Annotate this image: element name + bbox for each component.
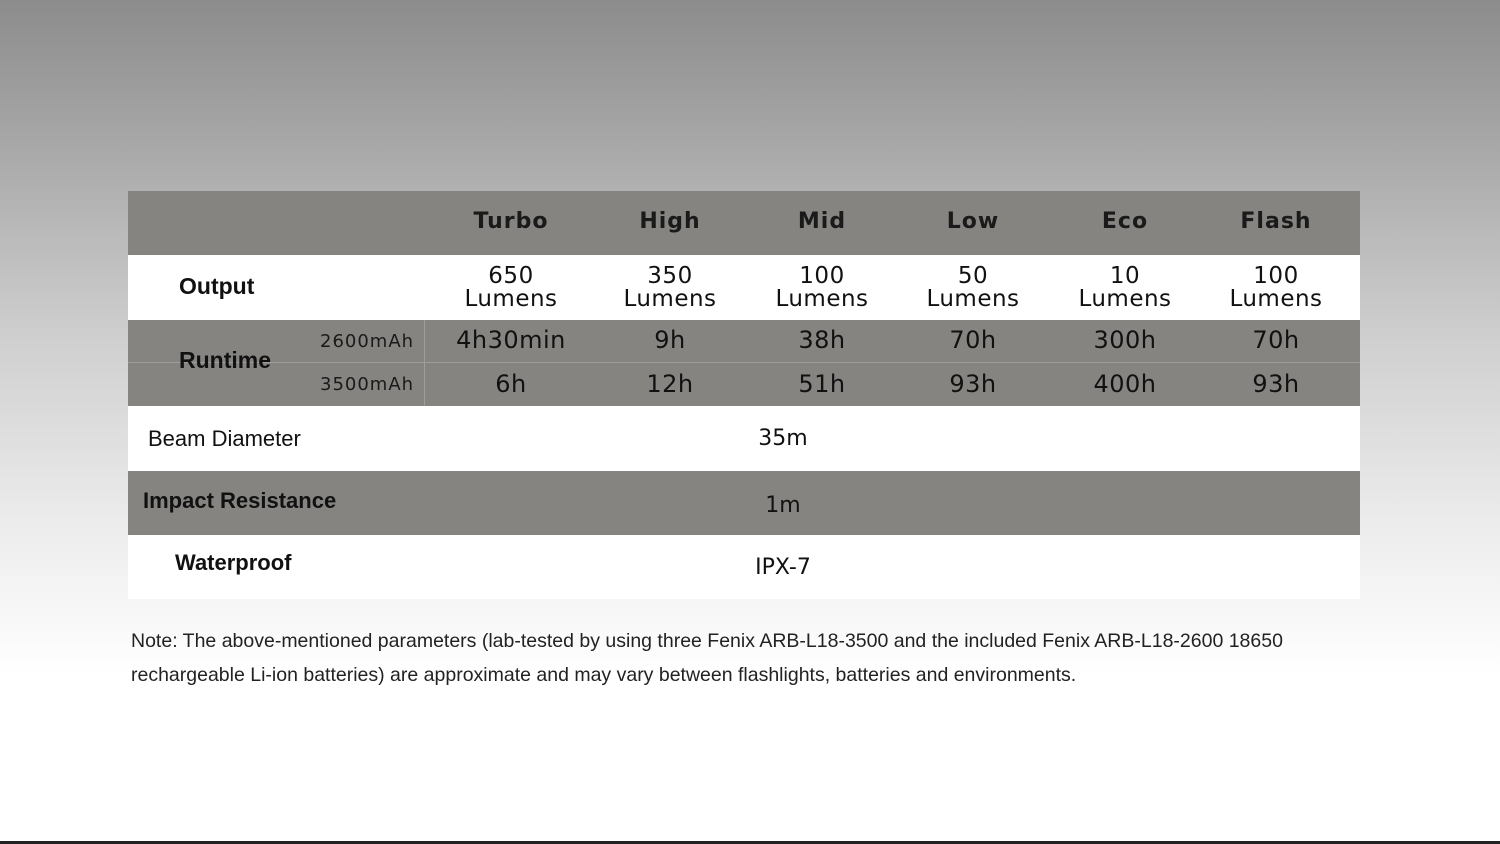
runtime-3500-turbo: 6h <box>495 370 527 398</box>
runtime-3500-high: 12h <box>646 370 694 398</box>
output-row <box>128 255 1360 320</box>
output-number: 100 <box>1253 263 1299 289</box>
output-label: Output <box>179 273 255 299</box>
mode-header-high: High <box>639 209 701 234</box>
waterproof-label: Waterproof <box>175 550 292 575</box>
impact-resistance-label: Impact Resistance <box>143 488 337 513</box>
mode-header-eco: Eco <box>1101 209 1149 234</box>
output-unit: Lumens <box>464 286 558 312</box>
impact-resistance-row <box>128 471 1360 535</box>
output-cell-high <box>595 265 745 311</box>
output-number: 100 <box>799 263 845 289</box>
output-cell-eco <box>1050 265 1200 311</box>
runtime-3500-low: 93h <box>949 370 997 398</box>
battery-label-2600: 2600mAh <box>320 331 415 352</box>
output-number: 10 <box>1109 263 1141 289</box>
runtime-3500-flash: 93h <box>1252 370 1300 398</box>
runtime-divider <box>128 362 1360 363</box>
runtime-3500-eco: 400h <box>1093 370 1157 398</box>
table-header-row <box>128 191 1360 255</box>
impact-resistance-value: 1m <box>765 493 801 518</box>
mode-header-mid: Mid <box>797 209 847 234</box>
runtime-column-divider <box>424 320 425 406</box>
output-cell-turbo <box>436 265 586 311</box>
runtime-2600-low: 70h <box>949 326 997 354</box>
disclaimer-note: Note: The above-mentioned parameters (lab-tested by using three Fenix ARB-L18-3500 and the included Fenix ARB-L18-2600 18650 rechargeable Li-ion batteries) are approximate and may vary between flashlights, batteries and environments. <box>131 630 1283 686</box>
battery-label-3500: 3500mAh <box>320 374 415 395</box>
beam-diameter-value: 35m <box>758 426 808 451</box>
waterproof-row <box>128 535 1360 599</box>
output-cell-flash <box>1201 265 1351 311</box>
output-number: 650 <box>488 263 534 289</box>
runtime-3500-mid: 51h <box>798 370 846 398</box>
output-unit: Lumens <box>1078 286 1172 312</box>
output-number: 50 <box>957 263 989 289</box>
runtime-2600-eco: 300h <box>1093 326 1157 354</box>
runtime-2600-high: 9h <box>654 326 686 354</box>
runtime-2600-turbo: 4h30min <box>456 326 566 354</box>
mode-header-flash: Flash <box>1240 209 1312 234</box>
output-unit: Lumens <box>1229 286 1323 312</box>
runtime-2600-mid: 38h <box>798 326 846 354</box>
beam-diameter-label: Beam Diameter <box>148 426 301 451</box>
output-unit: Lumens <box>623 286 717 312</box>
runtime-label: Runtime <box>179 347 271 373</box>
output-cell-mid <box>747 265 897 311</box>
beam-diameter-row <box>128 406 1360 471</box>
output-cell-low <box>898 265 1048 311</box>
waterproof-value: IPX-7 <box>755 555 811 580</box>
mode-header-low: Low <box>946 209 1000 234</box>
mode-header-turbo: Turbo <box>473 209 549 234</box>
output-unit: Lumens <box>926 286 1020 312</box>
output-unit: Lumens <box>775 286 869 312</box>
runtime-row <box>128 320 1360 406</box>
runtime-2600-flash: 70h <box>1252 326 1300 354</box>
spec-table <box>128 191 1360 599</box>
output-number: 350 <box>647 263 693 289</box>
